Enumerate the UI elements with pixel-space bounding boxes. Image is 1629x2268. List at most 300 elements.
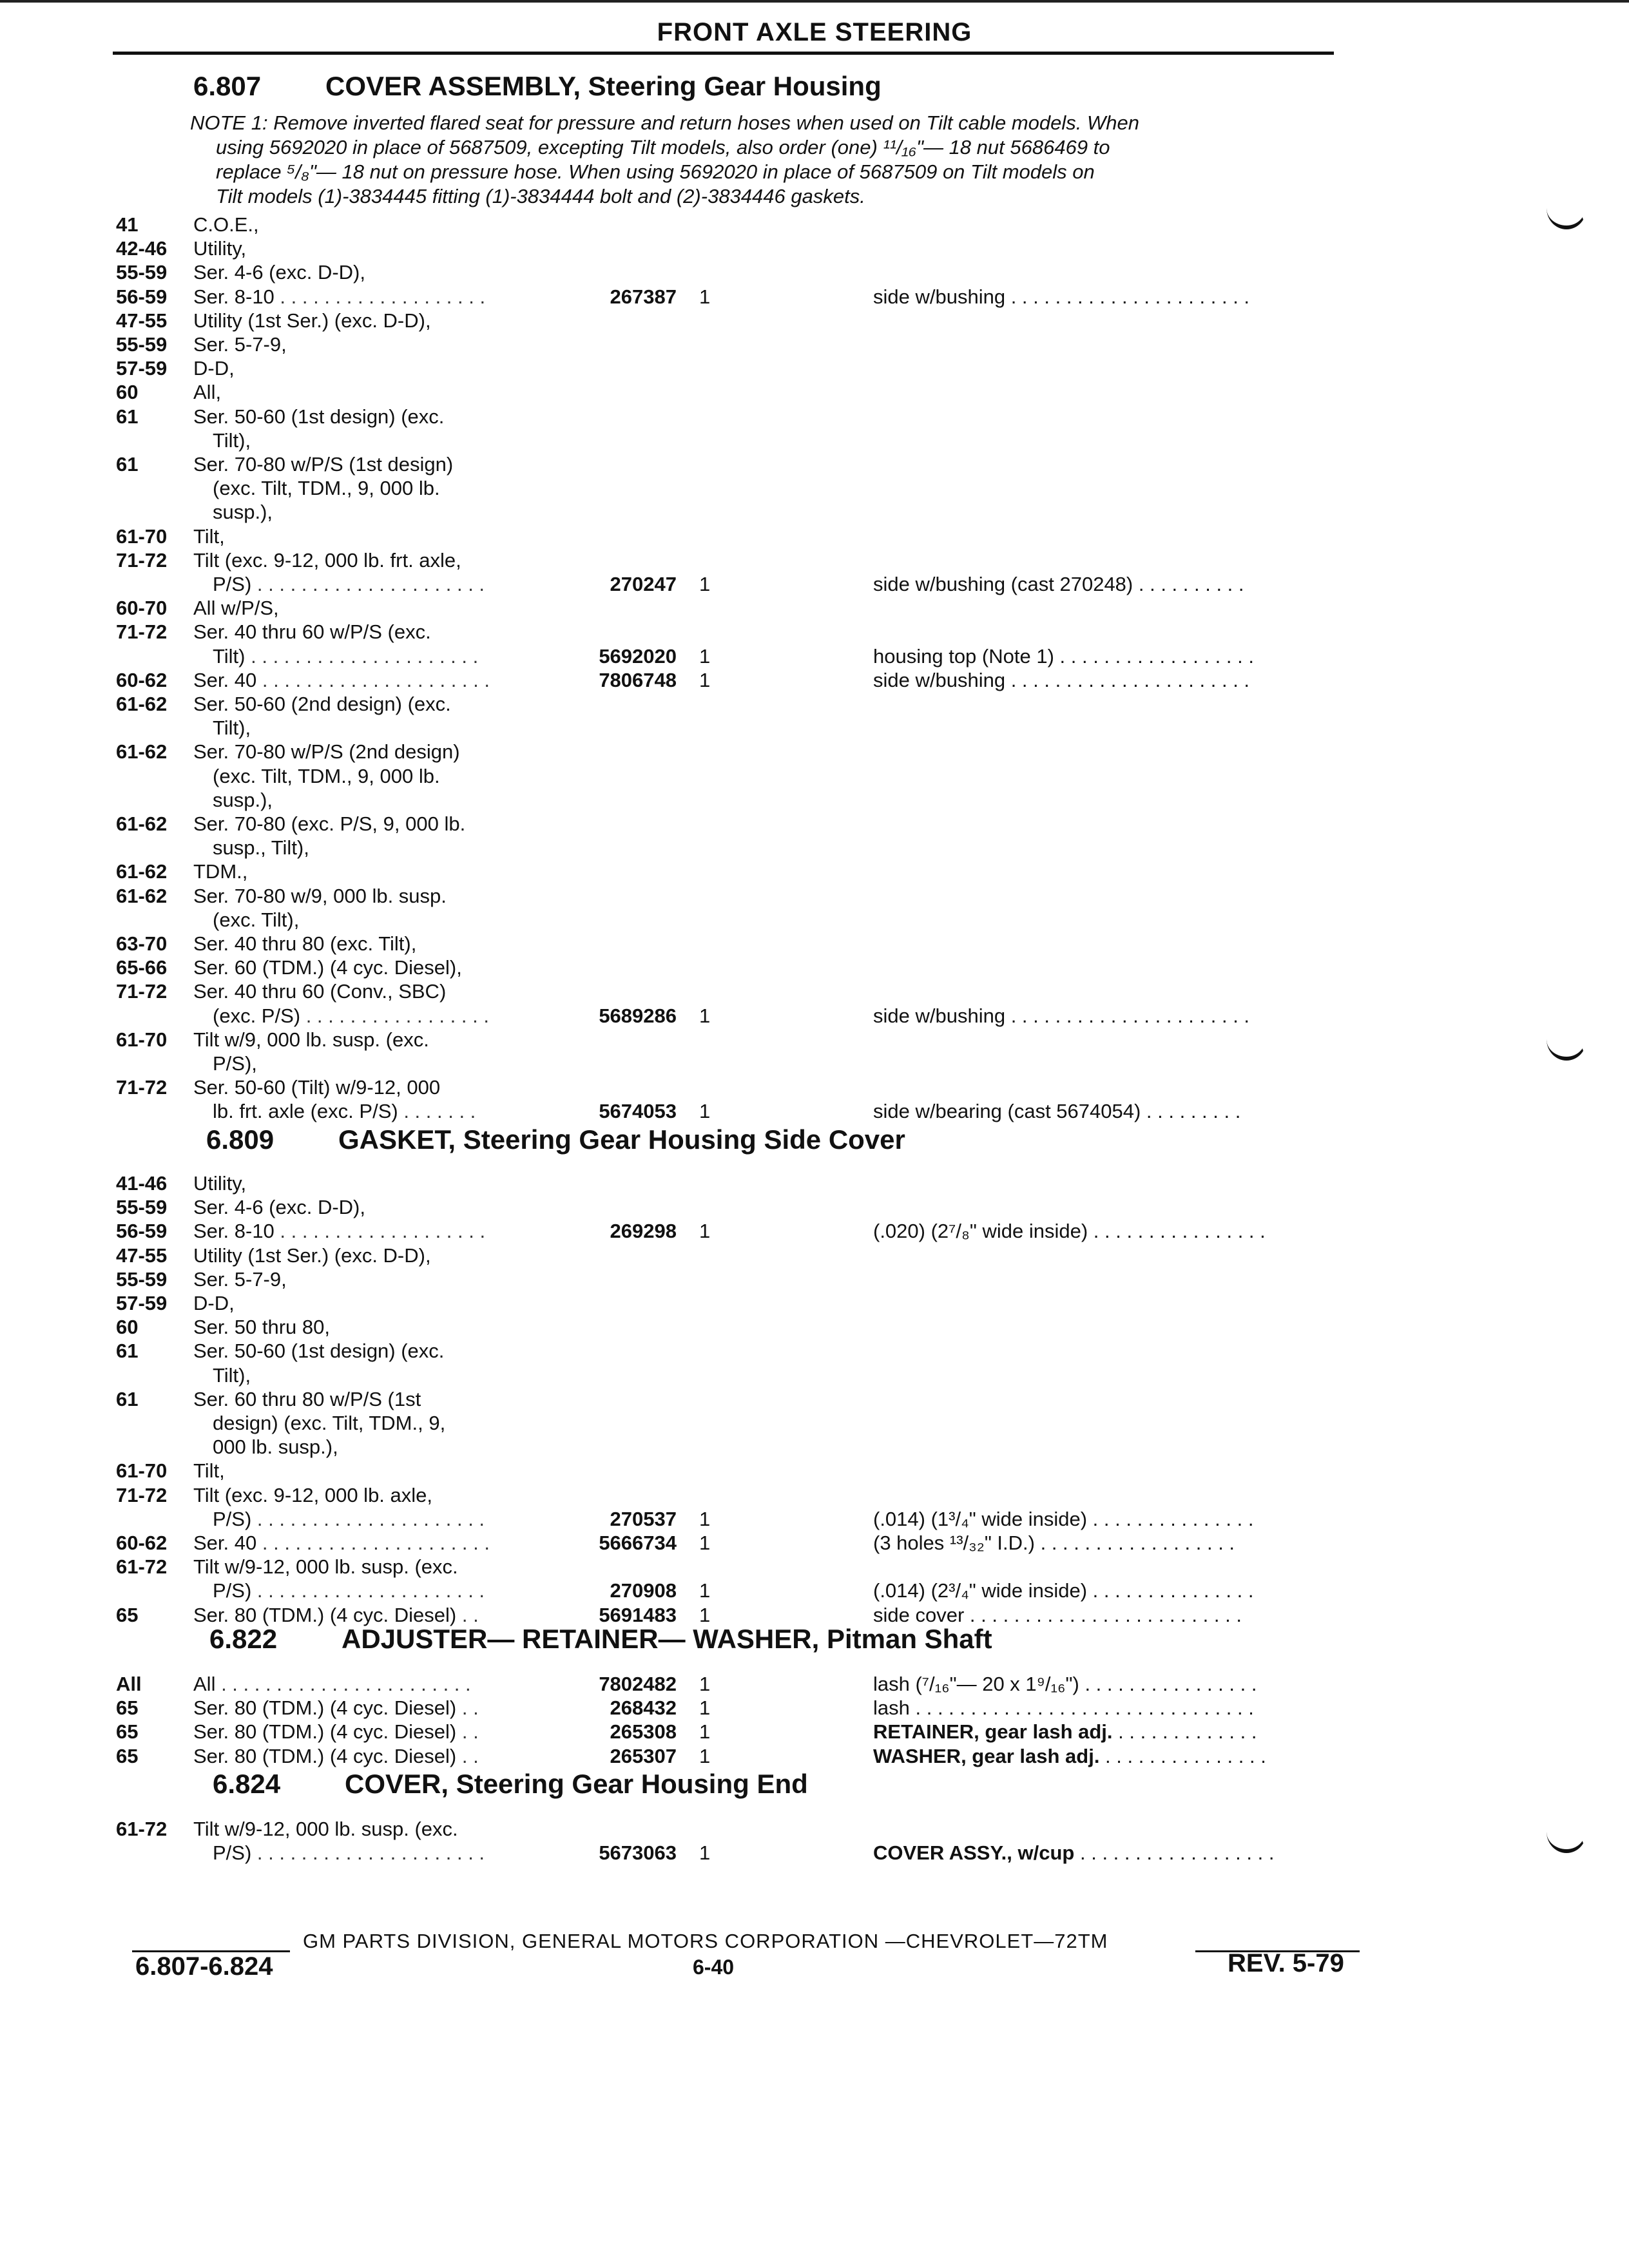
application-text: Ser. 70-80 (exc. P/S, 9, 000 lb. (193, 812, 466, 835)
note-line: using 5692020 in place of 5687509, excepting Tilt models, also order (one) ¹¹/₁₆"— 18 nut 5686469 to (216, 136, 1110, 159)
application-text: P/S) (213, 573, 252, 595)
application-text: Ser. 70-80 w/P/S (1st design) (193, 453, 454, 476)
model-years: 61-62 (116, 812, 168, 835)
parts-row (0, 908, 1629, 932)
application-text: Tilt w/9-12, 000 lb. susp. (exc. (193, 1818, 458, 1840)
application-text: P/S) (213, 1579, 252, 1602)
application-text: Ser. 5-7-9, (193, 1267, 287, 1291)
application-text: D-D, (193, 1292, 235, 1314)
quantity: 1 (699, 1220, 711, 1243)
quantity: 1 (699, 1507, 711, 1530)
model-years: 61-62 (116, 693, 168, 715)
section-heading (206, 1124, 905, 1155)
description-text: side w/bushing (873, 285, 1006, 308)
application-text: Ser. 40 thru 60 (Conv., SBC) (193, 980, 447, 1003)
description-text: (.014) (2³/₄" wide inside) (873, 1579, 1088, 1602)
section-number: 6.824 (213, 1769, 281, 1799)
parts-row (0, 956, 1629, 980)
top-edge-rule (0, 0, 1629, 3)
parts-row (0, 213, 1629, 237)
application (213, 1579, 574, 1603)
model-years: 55-59 (116, 1267, 168, 1291)
application-text: (exc. Tilt), (213, 908, 300, 931)
model-years: 61-62 (116, 860, 168, 883)
application-text: Tilt) (213, 644, 246, 668)
model-years: 57-59 (116, 357, 168, 380)
model-years: 60-70 (116, 597, 168, 620)
quantity: 1 (699, 644, 711, 668)
part-description (873, 1531, 1350, 1555)
binder-hole-mark (1547, 1018, 1586, 1061)
parts-row (0, 1291, 1629, 1316)
application-text: susp., Tilt), (213, 836, 309, 860)
leader-dots: . . . . . . . . . . . . . . . (1099, 1744, 1266, 1767)
application (193, 1483, 554, 1508)
parts-row (0, 812, 1629, 836)
part-number: 5691483 (599, 1603, 677, 1626)
part-number: 5673063 (599, 1841, 677, 1865)
parts-row (0, 668, 1629, 693)
leader-dots: . . . . . . . . . . . . . . . . . . . . . (251, 573, 485, 595)
leader-dots: . . . . . . . . . . . . . . . . . . (1074, 1841, 1275, 1865)
part-description (873, 1672, 1350, 1696)
model-years: 61-62 (116, 740, 168, 764)
application-text: TDM., (193, 860, 248, 883)
leader-dots: . . . . . . . . . . . . . . . . . (300, 1004, 489, 1027)
application-text: Ser. 40 (193, 1532, 257, 1554)
application (213, 1841, 574, 1865)
quantity: 1 (699, 1696, 711, 1720)
application (193, 1459, 554, 1483)
quantity: 1 (699, 1100, 711, 1123)
part-number: 270908 (610, 1579, 677, 1602)
quantity: 1 (699, 1579, 711, 1602)
binder-hole-mark (1547, 1811, 1586, 1853)
application-text: Ser. 80 (TDM.) (4 cyc. Diesel) (193, 1744, 457, 1767)
page-header-title: FRONT AXLE STEERING (657, 18, 972, 46)
application-text: Tilt), (213, 1363, 251, 1387)
application (213, 1004, 574, 1028)
leader-dots: . . . . . . . . . . . . . . . . . . . . . . . . . . . . . . . (909, 1696, 1254, 1720)
model-years: 55-59 (116, 261, 168, 284)
description-text: RETAINER, gear lash adj. (873, 1720, 1113, 1744)
application (193, 956, 554, 980)
part-number: 265308 (610, 1720, 677, 1744)
model-years: 71-72 (116, 620, 168, 644)
note-line: NOTE 1: Remove inverted flared seat for pressure and return hoses when used on Tilt cable models. When (190, 111, 1139, 134)
model-years: 71-72 (116, 1483, 168, 1506)
parts-row (0, 740, 1629, 764)
model-years: 60 (116, 1316, 139, 1339)
part-description (873, 1841, 1350, 1865)
parts-row (0, 932, 1629, 956)
application-text: Tilt), (213, 716, 251, 740)
parts-row (0, 1195, 1629, 1220)
application (193, 1267, 554, 1292)
parts-row (0, 1817, 1629, 1841)
leader-dots: . . . . . . . . . . (1133, 573, 1244, 595)
model-years: 41-46 (116, 1172, 168, 1195)
model-years: All (116, 1673, 142, 1695)
application (193, 524, 554, 549)
parts-row (0, 1696, 1629, 1720)
leader-dots: . . . . . . . . . . . . . . . . . . . . . . (1005, 668, 1250, 691)
application-text: Ser. 70-80 w/9, 000 lb. susp. (193, 884, 447, 907)
leader-dots: . . . . . . . . . . . . . (1112, 1720, 1257, 1744)
application-text: C.O.E., (193, 213, 259, 236)
application (213, 572, 574, 597)
parts-row (0, 1363, 1629, 1388)
model-years: 41 (116, 213, 139, 236)
model-years: 61 (116, 405, 139, 428)
application (193, 812, 554, 836)
application-text: All, (193, 381, 222, 404)
application (213, 836, 574, 860)
application (193, 1817, 554, 1841)
application-text: Ser. 60 thru 80 w/P/S (1st (193, 1387, 421, 1410)
model-years: 55-59 (116, 1196, 168, 1219)
parts-row (0, 1315, 1629, 1340)
application (193, 884, 554, 908)
application-text: All w/P/S, (193, 597, 279, 620)
leader-dots: . . . . . . . . . . . . . . . . . . . . . . . . . (964, 1603, 1242, 1626)
quantity: 1 (699, 1744, 711, 1767)
leader-dots: . . . . . . . (398, 1100, 476, 1123)
description-text: side w/bushing (873, 668, 1006, 691)
quantity: 1 (699, 1673, 711, 1695)
application (193, 932, 554, 956)
application (193, 1720, 554, 1744)
application (213, 500, 574, 524)
application (213, 428, 574, 453)
parts-row (0, 1720, 1629, 1744)
application (193, 1219, 554, 1244)
leader-dots: . . (456, 1696, 479, 1720)
part-description (873, 1696, 1350, 1720)
parts-row (0, 524, 1629, 549)
header-rule (113, 52, 1334, 55)
application (193, 452, 554, 477)
application (213, 1363, 574, 1388)
application (193, 1028, 554, 1052)
application-text: Ser. 50-60 (1st design) (exc. (193, 1340, 445, 1363)
part-number: 265307 (610, 1744, 677, 1767)
application (193, 1339, 554, 1363)
application (193, 380, 554, 405)
model-years: 60-62 (116, 1532, 168, 1554)
parts-row (0, 1507, 1629, 1532)
section-heading (209, 1624, 992, 1655)
model-years: 61-70 (116, 1459, 168, 1483)
part-description (873, 572, 1350, 597)
quantity: 1 (699, 668, 711, 691)
description-text: WASHER, gear lash adj. (873, 1744, 1100, 1767)
quantity: 1 (699, 573, 711, 595)
leader-dots: . . . . . . . . . . . . . . . . . . (1034, 1532, 1235, 1554)
application (193, 979, 554, 1004)
parts-row (0, 548, 1629, 573)
application (193, 668, 554, 693)
application (193, 309, 554, 333)
quantity: 1 (699, 1841, 711, 1865)
leader-dots: . . . . . . . . . . . . . . . . . . . . . (245, 644, 479, 668)
application (193, 692, 554, 716)
model-years: 61 (116, 453, 139, 476)
application-text: Ser. 40 (193, 668, 257, 691)
leader-dots: . . (456, 1720, 479, 1744)
description-text: lash (873, 1696, 910, 1720)
quantity: 1 (699, 1603, 711, 1626)
description-text: side cover (873, 1603, 965, 1626)
application-text: P/S) (213, 1507, 252, 1530)
parts-row (0, 1052, 1629, 1076)
application (193, 1195, 554, 1220)
leader-dots: . . . . . . . . . . . . . . . . . . . . . . . (215, 1673, 471, 1695)
application-text: All (193, 1673, 216, 1695)
leader-dots: . . (456, 1603, 479, 1626)
application-text: Ser. 60 (TDM.) (4 cyc. Diesel), (193, 956, 462, 979)
model-years: 71-72 (116, 1076, 168, 1099)
parts-row (0, 1435, 1629, 1459)
application (213, 476, 574, 501)
application (193, 620, 554, 644)
model-years: 55-59 (116, 333, 168, 356)
application (213, 1435, 574, 1459)
part-description (873, 1099, 1350, 1124)
model-years: 61-70 (116, 1028, 168, 1051)
application-text: 000 lb. susp.), (213, 1436, 338, 1459)
application (193, 548, 554, 573)
section-title: GASKET, Steering Gear Housing Side Cover (338, 1124, 905, 1155)
parts-row (0, 309, 1629, 333)
part-number: 267387 (610, 285, 677, 308)
part-number: 5666734 (599, 1532, 677, 1554)
section-number: 6.809 (206, 1124, 275, 1155)
application-text: Ser. 4-6 (exc. D-D), (193, 261, 365, 284)
section-number: 6.822 (209, 1624, 278, 1654)
application (193, 236, 554, 261)
application (193, 1387, 554, 1412)
part-description (873, 1720, 1350, 1744)
application-text: Ser. 80 (TDM.) (4 cyc. Diesel) (193, 1696, 457, 1720)
parts-row (0, 1459, 1629, 1483)
application-text: Tilt, (193, 524, 225, 548)
parts-row (0, 979, 1629, 1004)
application-text: Ser. 80 (TDM.) (4 cyc. Diesel) (193, 1720, 457, 1744)
application (213, 644, 574, 669)
parts-row (0, 1672, 1629, 1696)
footer-division-line: GM PARTS DIVISION, GENERAL MOTORS CORPORATION —CHEVROLET—72TM (303, 1930, 1108, 1952)
part-number: 5689286 (599, 1004, 677, 1027)
parts-row (0, 428, 1629, 453)
parts-row (0, 716, 1629, 740)
application-text: design) (exc. Tilt, TDM., 9, (213, 1412, 446, 1434)
application-text: P/S), (213, 1052, 257, 1075)
application-text: Tilt (exc. 9-12, 000 lb. axle, (193, 1483, 433, 1506)
application-text: P/S) (213, 1841, 252, 1865)
model-years: 71-72 (116, 548, 168, 572)
parts-row (0, 836, 1629, 860)
model-years: 56-59 (116, 1220, 168, 1243)
application (213, 788, 574, 812)
application (213, 764, 574, 789)
application-text: lb. frt. axle (exc. P/S) (213, 1100, 398, 1123)
model-years: 47-55 (116, 1244, 168, 1267)
parts-row (0, 644, 1629, 669)
part-number: 5692020 (599, 644, 677, 668)
leader-dots: . . . . . . . . . . . . . . . . . . . (274, 1220, 486, 1243)
application-text: Ser. 4-6 (exc. D-D), (193, 1196, 365, 1219)
application-text: Tilt (exc. 9-12, 000 lb. frt. axle, (193, 548, 461, 572)
quantity: 1 (699, 1720, 711, 1744)
parts-row (0, 1483, 1629, 1508)
parts-row (0, 1028, 1629, 1052)
parts-row (0, 356, 1629, 381)
application (213, 1099, 574, 1124)
application-text: Ser. 40 thru 60 w/P/S (exc. (193, 620, 431, 644)
application-text: Ser. 50-60 (1st design) (exc. (193, 405, 445, 428)
application-text: Ser. 80 (TDM.) (4 cyc. Diesel) (193, 1603, 457, 1626)
application (193, 740, 554, 764)
description-text: lash (⁷/₁₆"— 20 x 1⁹/₁₆") (873, 1673, 1079, 1695)
model-years: 65 (116, 1696, 139, 1720)
parts-row (0, 788, 1629, 812)
leader-dots: . . . . . . . . . . . . . . . (1087, 1579, 1254, 1602)
description-text: COVER ASSY., w/cup (873, 1841, 1075, 1865)
leader-dots: . . . . . . . . . . . . . . . . . . . . . (251, 1841, 485, 1865)
parts-row (0, 860, 1629, 884)
model-years: 61 (116, 1340, 139, 1363)
parts-row (0, 692, 1629, 716)
application-text: Ser. 8-10 (193, 285, 275, 308)
parts-row (0, 1219, 1629, 1244)
application (193, 213, 554, 237)
quantity: 1 (699, 285, 711, 308)
application (193, 1291, 554, 1316)
parts-row (0, 596, 1629, 620)
application-text: Utility (1st Ser.) (exc. D-D), (193, 309, 431, 332)
part-description (873, 1744, 1350, 1769)
parts-row (0, 764, 1629, 789)
parts-row (0, 380, 1629, 405)
parts-row (0, 1411, 1629, 1436)
application-text: Ser. 8-10 (193, 1220, 275, 1243)
footer-section-range: 6.807-6.824 (135, 1952, 273, 1981)
application (193, 1555, 554, 1579)
parts-row (0, 332, 1629, 357)
application-text: Ser. 40 thru 80 (exc. Tilt), (193, 932, 417, 955)
model-years: 65 (116, 1744, 139, 1767)
note-line: replace ⁵/₈"— 18 nut on pressure hose. When using 5692020 in place of 5687509 on Tilt models on (216, 160, 1095, 183)
leader-dots: . . . . . . . . . (1141, 1100, 1241, 1123)
application (193, 1744, 554, 1769)
application-text: Tilt w/9, 000 lb. susp. (exc. (193, 1028, 429, 1051)
parts-row (0, 1555, 1629, 1579)
application (193, 1075, 554, 1100)
leader-dots: . . . . . . . . . . . . . . . . (1079, 1673, 1257, 1695)
parts-row (0, 1579, 1629, 1603)
part-number: 270537 (610, 1507, 677, 1530)
application-text: D-D, (193, 357, 235, 380)
application (193, 1696, 554, 1720)
application-text: Ser. 50 thru 80, (193, 1316, 330, 1339)
application-text: Ser. 50-60 (Tilt) w/9-12, 000 (193, 1076, 441, 1099)
section-title: ADJUSTER— RETAINER— WASHER, Pitman Shaft (342, 1624, 992, 1654)
section-heading (193, 71, 882, 102)
model-years: 47-55 (116, 309, 168, 332)
model-years: 61-72 (116, 1555, 168, 1579)
part-description (873, 1579, 1350, 1603)
model-years: 42-46 (116, 237, 168, 260)
part-number: 7802482 (599, 1673, 677, 1695)
leader-dots: . . . . . . . . . . . . . . . . . . . . . (251, 1579, 485, 1602)
parts-row (0, 1004, 1629, 1028)
note-line: Tilt models (1)-3834445 fitting (1)-3834444 bolt and (2)-3834446 gaskets. (216, 185, 865, 207)
parts-row (0, 500, 1629, 524)
application (213, 908, 574, 932)
leader-dots: . . . . . . . . . . . . . . . . . . . . . (256, 1532, 490, 1554)
application-text: Tilt, (193, 1459, 225, 1483)
application (193, 1315, 554, 1340)
leader-dots: . . . . . . . . . . . . . . . . . . . . . . (1005, 1004, 1250, 1027)
model-years: 65 (116, 1603, 139, 1626)
application (193, 1171, 554, 1196)
parts-row (0, 620, 1629, 644)
parts-row (0, 1339, 1629, 1363)
application-text: susp.), (213, 788, 273, 811)
application (213, 1507, 574, 1532)
model-years: 60 (116, 381, 139, 404)
application (193, 405, 554, 429)
model-years: 56-59 (116, 285, 168, 308)
description-text: (.014) (1³/₄" wide inside) (873, 1507, 1088, 1530)
application (213, 1411, 574, 1436)
application (213, 1052, 574, 1076)
application (193, 1672, 554, 1696)
application (193, 1244, 554, 1268)
model-years: 65 (116, 1720, 139, 1744)
leader-dots: . . . . . . . . . . . . . . . . . . . . . (256, 668, 490, 691)
parts-row (0, 1171, 1629, 1196)
description-text: (3 holes ¹³/₃₂" I.D.) (873, 1532, 1035, 1554)
application (193, 260, 554, 285)
parts-row (0, 1387, 1629, 1412)
parts-row (0, 476, 1629, 501)
application-text: susp.), (213, 501, 273, 524)
model-years: 57-59 (116, 1292, 168, 1314)
parts-row (0, 1841, 1629, 1865)
section-title: COVER ASSEMBLY, Steering Gear Housing (325, 71, 882, 101)
application-text: (exc. P/S) (213, 1004, 301, 1027)
leader-dots: . . . . . . . . . . . . . . . (1087, 1507, 1254, 1530)
parts-row (0, 1531, 1629, 1555)
application (193, 356, 554, 381)
leader-dots: . . . . . . . . . . . . . . . . . . . . . (251, 1507, 485, 1530)
section-heading (213, 1769, 808, 1800)
model-years: 71-72 (116, 980, 168, 1003)
application-text: Tilt w/9-12, 000 lb. susp. (exc. (193, 1555, 458, 1579)
application (193, 1531, 554, 1555)
parts-row (0, 1744, 1629, 1769)
description-text: side w/bearing (cast 5674054) (873, 1100, 1141, 1123)
quantity: 1 (699, 1532, 711, 1554)
description-text: housing top (Note 1) (873, 644, 1054, 668)
application (193, 285, 554, 309)
section-number: 6.807 (193, 71, 262, 101)
parts-row (0, 1244, 1629, 1268)
model-years: 61-70 (116, 524, 168, 548)
description-text: side w/bushing (cast 270248) (873, 573, 1133, 595)
